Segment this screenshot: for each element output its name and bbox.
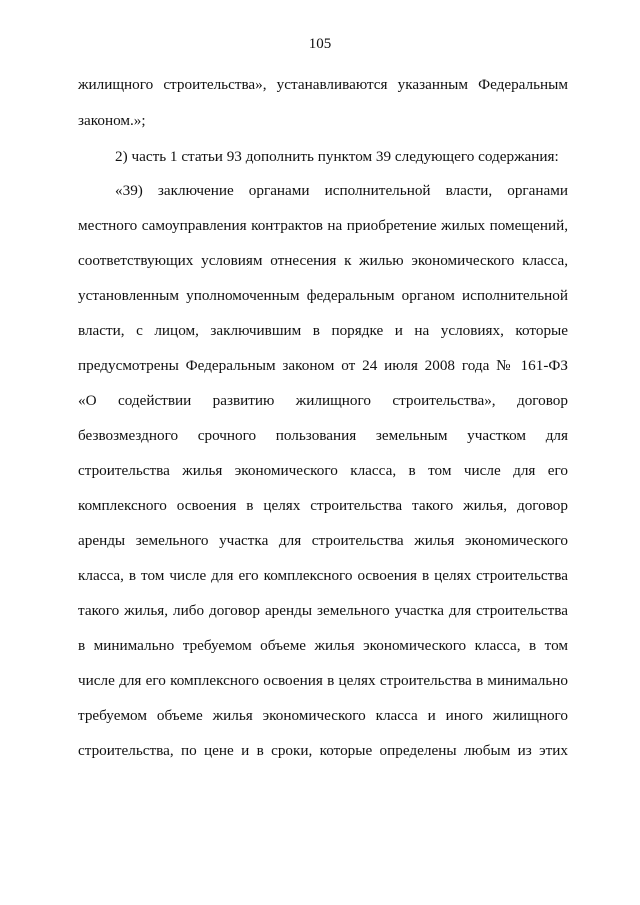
page-number: 105: [308, 36, 332, 52]
text-line-5: местного самоуправления контрактов на приобретение жилых помещений,: [78, 217, 568, 234]
text-line-12: строительства жилья экономического класса, в том числе для его: [78, 462, 568, 479]
text-line-18: числе для его комплексного освоения в целях строительства в минимально: [78, 672, 568, 689]
text-line-11: безвозмездного срочного пользования земельным участком для: [78, 427, 568, 444]
text-line-2: законом.»;: [78, 112, 146, 129]
text-line-16: такого жилья, либо договор аренды земельного участка для строительства: [78, 602, 568, 619]
text-line-15: класса, в том числе для его комплексного освоения в целях строительства: [78, 567, 568, 584]
text-line-8: власти, с лицом, заключившим в порядке и на условиях, которые: [78, 322, 568, 339]
text-line-9: предусмотрены Федеральным законом от 24 июля 2008 года № 161-ФЗ: [78, 357, 568, 374]
text-line-7: установленным уполномоченным федеральным органом исполнительной: [78, 287, 568, 304]
text-line-3: 2) часть 1 статьи 93 дополнить пунктом 39 следующего содержания:: [115, 148, 559, 165]
text-line-1: жилищного строительства», устанавливаются указанным Федеральным: [78, 76, 568, 93]
text-line-6: соответствующих условиям отнесения к жилью экономического класса,: [78, 252, 568, 269]
text-line-10: «О содействии развитию жилищного строительства», договор: [78, 392, 568, 409]
text-line-14: аренды земельного участка для строительства жилья экономического: [78, 532, 568, 549]
text-line-20: строительства, по цене и в сроки, которые определены любым из этих: [78, 742, 568, 759]
text-line-19: требуемом объеме жилья экономического класса и иного жилищного: [78, 707, 568, 724]
text-line-4: «39) заключение органами исполнительной власти, органами: [115, 182, 568, 199]
text-line-17: в минимально требуемом объеме жилья экономического класса, в том: [78, 637, 568, 654]
text-line-13: комплексного освоения в целях строительства такого жилья, договор: [78, 497, 568, 514]
